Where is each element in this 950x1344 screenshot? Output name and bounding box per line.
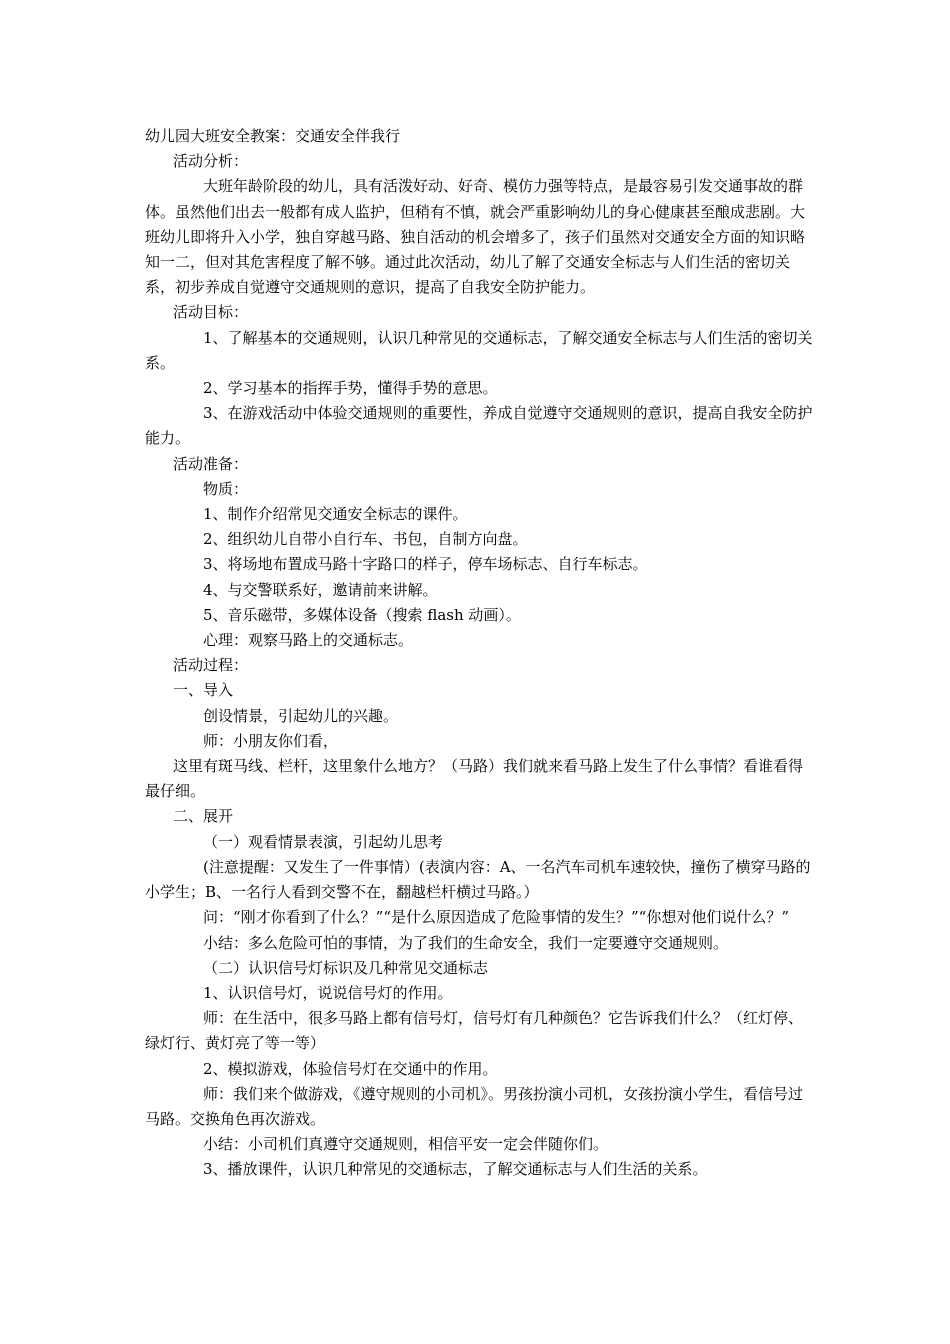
document-title: 幼儿园大班安全教案：交通安全伴我行 <box>145 127 401 145</box>
list-item: 3、将场地布置成马路十字路口的样子，停车场标志、自行车标志。 <box>203 555 648 574</box>
list-item: 1、了解基本的交通规则，认识几种常见的交通标志，了解交通安全标志与人们生活的密切关系。 <box>145 328 813 372</box>
list-item: 5、音乐磁带，多媒体设备（搜索 flash 动画）。 <box>203 605 521 624</box>
subheading: （一）观看情景表演，引起幼儿思考 <box>203 832 444 851</box>
list-item: 3、在游戏活动中体验交通规则的重要性，养成自觉遵守交通规则的意识，提高自我安全防护能力。 <box>145 404 813 448</box>
list-item: 2、学习基本的指挥手势，懂得手势的意思。 <box>203 379 498 398</box>
list-item: 2、模拟游戏，体验信号灯在交通中的作用。 <box>203 1059 498 1078</box>
paragraph: 小结：小司机们真遵守交通规则，相信平安一定会伴随你们。 <box>203 1135 609 1154</box>
list-item: 1、制作介绍常见交通安全标志的课件。 <box>203 505 468 524</box>
paragraph: (注意提醒：又发生了一件事情）(表演内容：A、一名汽车司机车速较快，撞伤了横穿马路的小学生；B、一名行人看到交警不在，翻越栏杆横过马路。） <box>145 857 811 902</box>
subsection-heading: 一、导入 <box>173 681 234 700</box>
section-heading: 活动分析： <box>173 152 249 171</box>
section-heading: 活动目标： <box>173 303 249 322</box>
document-body <box>145 124 815 1183</box>
paragraph: 问：“刚才你看到了什么？”“是什么原因造成了危险事情的发生？”“你想对他们说什么？” <box>203 908 790 927</box>
paragraph: 师：在生活中，很多马路上都有信号灯，信号灯有几种颜色？它告诉我们什么？（红灯停、绿灯行、黄灯亮了等一等） <box>145 1009 804 1053</box>
paragraph: 大班年龄阶段的幼儿，具有活泼好动、好奇、模仿力强等特点，是最容易引发交通事故的群体。虽然他们出去一般都有成人监护，但稍有不慎，就会严重影响幼儿的身心健康甚至酿成悲剧。大班幼儿即将升入小学，独自穿越马路、独自活动的机会增多了，孩子们虽然对交通安全方面的知识略知一二，但对其危害程度了解不够。通过此次活动，幼儿了解了交通安全标志与人们生活的密切关系，初步养成自觉遵守交通规则的意识，提高了自我安全防护能力。 <box>145 177 806 297</box>
section-heading: 活动过程： <box>173 656 249 675</box>
subsection-heading: 二、展开 <box>173 807 234 826</box>
paragraph: 师：小朋友你们看， <box>203 731 339 750</box>
list-item: 1、认识信号灯，说说信号灯的作用。 <box>203 983 453 1002</box>
list-item: 4、与交警联系好，邀请前来讲解。 <box>203 580 438 599</box>
paragraph: 创设情景，引起幼儿的兴趣。 <box>203 706 399 725</box>
subheading: 物质： <box>203 479 249 498</box>
paragraph: 这里有斑马线、栏杆，这里象什么地方？（马路）我们就来看马路上发生了什么事情？看谁看得最仔细。 <box>145 757 804 801</box>
subheading: （二）认识信号灯标识及几种常见交通标志 <box>203 958 489 977</box>
list-item: 2、组织幼儿自带小自行车、书包，自制方向盘。 <box>203 530 528 549</box>
list-item: 3、播放课件，认识几种常见的交通标志，了解交通标志与人们生活的关系。 <box>203 1160 708 1179</box>
paragraph: 师：我们来个做游戏，《遵守规则的小司机》。男孩扮演小司机，女孩扮演小学生，看信号过马路。交换角色再次游戏。 <box>145 1084 804 1128</box>
paragraph: 小结：多么危险可怕的事情，为了我们的生命安全，我们一定要遵守交通规则。 <box>203 933 729 952</box>
subheading: 心理：观察马路上的交通标志。 <box>203 631 414 650</box>
section-heading: 活动准备： <box>173 454 249 473</box>
